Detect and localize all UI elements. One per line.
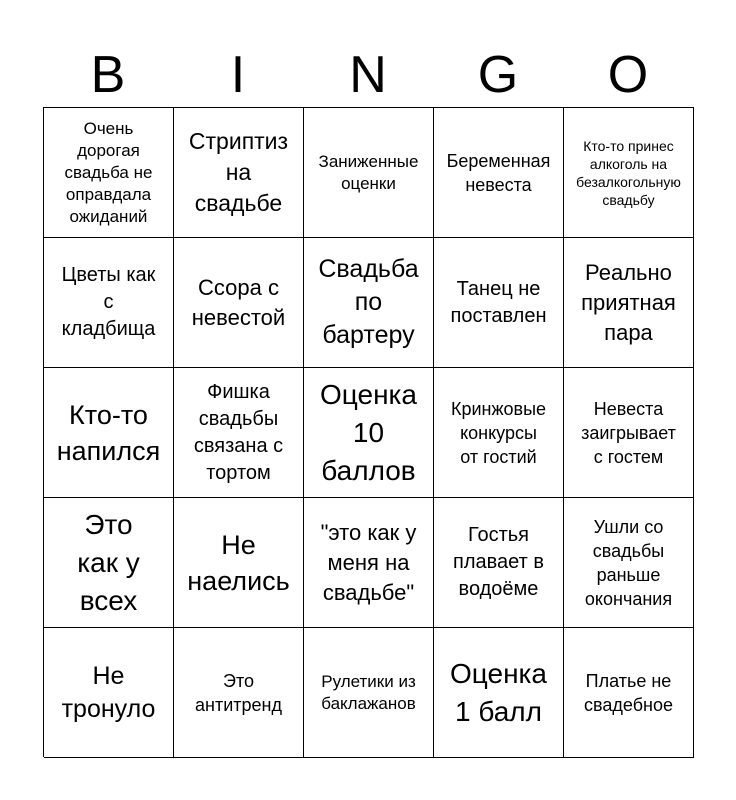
- cell-text: Цветы как с кладбища: [61, 264, 156, 340]
- bingo-cell[interactable]: [304, 628, 434, 758]
- cell-text: Гостья плавает в водоёме: [453, 524, 544, 600]
- cell-text: Фишка свадьбы связана с тортом: [193, 380, 284, 484]
- bingo-cell[interactable]: [564, 498, 694, 628]
- cell-text: Кто-то напился: [56, 399, 161, 466]
- bingo-cell[interactable]: [174, 238, 304, 368]
- cell-text: Не наелись: [187, 529, 290, 596]
- bingo-cell[interactable]: [174, 108, 304, 238]
- bingo-cell[interactable]: [44, 628, 174, 758]
- bingo-cell[interactable]: [304, 368, 434, 498]
- cell-text: Танец не поставлен: [450, 277, 547, 327]
- bingo-cell[interactable]: [44, 238, 174, 368]
- cell-text: Оценка 10 баллов: [320, 378, 417, 486]
- cell-text: Не тронуло: [61, 661, 156, 723]
- cell-text: Оценка 1 балл: [450, 657, 547, 727]
- cell-text: Стриптиз на свадьбе: [188, 128, 289, 216]
- bingo-cell[interactable]: [434, 628, 564, 758]
- bingo-cell[interactable]: [434, 108, 564, 238]
- header-letter-b: B: [90, 46, 126, 104]
- bingo-cell[interactable]: [304, 108, 434, 238]
- cell-text: Кто-то принес алкоголь на безалкогольную свадьбу: [576, 137, 681, 208]
- bingo-cell[interactable]: [434, 498, 564, 628]
- bingo-cell[interactable]: [174, 498, 304, 628]
- bingo-cell[interactable]: [304, 238, 434, 368]
- header-letter-o: O: [607, 46, 649, 104]
- cell-text: Рулетики из баклажанов: [321, 671, 416, 713]
- bingo-cell[interactable]: [564, 628, 694, 758]
- cell-text: Заниженные оценки: [318, 151, 419, 193]
- bingo-cell[interactable]: [564, 108, 694, 238]
- cell-text: Платье не свадебное: [584, 670, 673, 715]
- cell-text: Ссора с невестой: [191, 274, 286, 330]
- bingo-cell[interactable]: [174, 368, 304, 498]
- cell-text: Кринжовые конкурсы от гостий: [450, 398, 547, 467]
- bingo-cell[interactable]: [44, 368, 174, 498]
- cell-text: Это антитренд: [195, 670, 282, 715]
- cell-text: Беременная невеста: [446, 150, 551, 195]
- header-letter-i: I: [230, 46, 246, 104]
- bingo-grid: [43, 107, 694, 757]
- header-letter-n: N: [349, 46, 387, 104]
- bingo-cell[interactable]: [44, 498, 174, 628]
- cell-text: Реально приятная пара: [581, 259, 676, 345]
- header-letter-g: G: [477, 46, 519, 104]
- bingo-cell[interactable]: [564, 238, 694, 368]
- bingo-cell[interactable]: [564, 368, 694, 498]
- cell-text: Это как у всех: [77, 508, 140, 616]
- cell-text: "это как у меня на свадьбе": [320, 519, 417, 605]
- bingo-cell[interactable]: [44, 108, 174, 238]
- bingo-cell[interactable]: [304, 498, 434, 628]
- cell-text: Очень дорогая свадьба не оправдала ожиданий: [64, 118, 153, 226]
- bingo-header: [43, 44, 693, 106]
- cell-text: Невеста заигрывает с гостем: [581, 398, 676, 467]
- cell-text: Свадьба по бартеру: [318, 255, 419, 349]
- bingo-cell[interactable]: [174, 628, 304, 758]
- bingo-cell[interactable]: [434, 368, 564, 498]
- cell-text: Ушли со свадьбы раньше окончания: [584, 516, 673, 609]
- bingo-cell[interactable]: [434, 238, 564, 368]
